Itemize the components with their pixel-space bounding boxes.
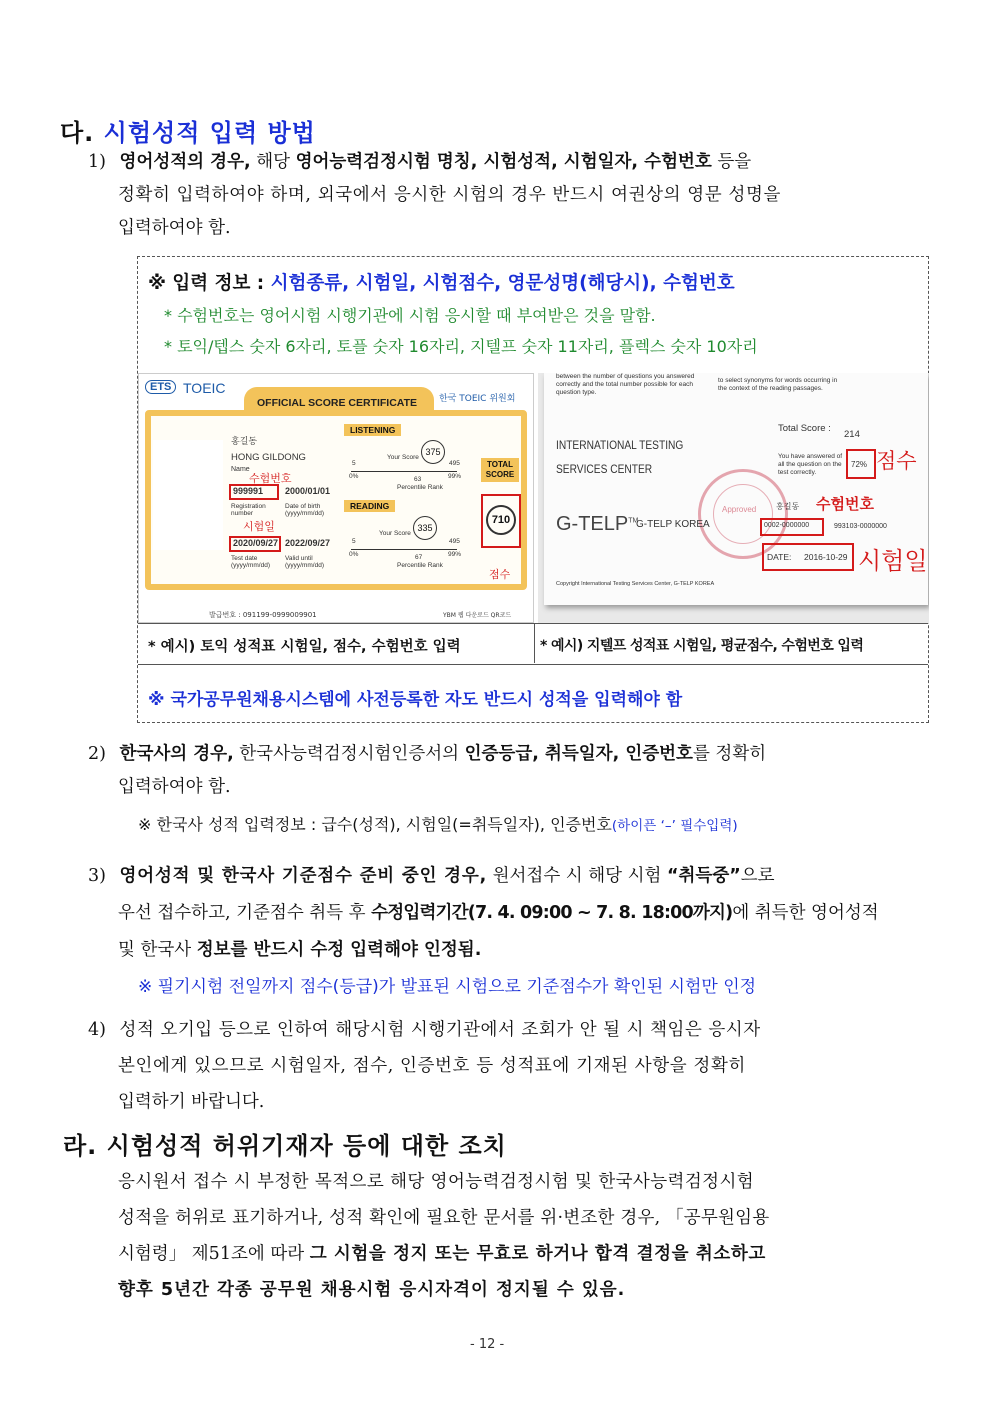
listening-pct-min: 0% xyxy=(349,473,359,480)
item-2-note-main: ※ 한국사 성적 입력정보 : 급수(성적), 시험일(=취득일자), 인증번호 xyxy=(138,815,612,834)
listening-pct-label: Percentile Rank xyxy=(397,484,443,491)
ets-logo xyxy=(145,380,176,394)
item-3-line-2 xyxy=(88,895,948,932)
item-1-line-1 xyxy=(88,146,948,179)
toeic-logo: TOEIC xyxy=(183,380,226,396)
gtelp-total-score-label: Total Score : xyxy=(778,423,831,434)
caption-right: * 예시) 지텔프 성적표 시험일, 평균점수, 수험번호 입력 xyxy=(540,638,864,654)
gtelp-test-no: 0002-0000000 xyxy=(764,522,810,529)
listening-your-score: Your Score xyxy=(387,454,419,461)
section-ra-body xyxy=(118,1164,948,1308)
toeic-test-date: 2020/09/27 xyxy=(233,538,279,548)
gtelp-answered-text: You have answered of all the question on the test correctly. xyxy=(778,453,843,476)
item-2-note-blue: (하이픈 ‘–’ 필수입력) xyxy=(611,818,738,834)
gtelp-top-left: between the number of questions you answered correctly and the total number possible for each question type. xyxy=(556,373,695,396)
item-2-line-2: 입력하여야 함. xyxy=(118,777,231,797)
item-4-number: 4) xyxy=(88,1020,106,1040)
gtelp-logo xyxy=(556,513,638,536)
item-1-text-a: 해당 xyxy=(250,152,296,172)
total-score-label: TOTAL SCORE xyxy=(485,460,515,479)
section-ra-marker: 라. xyxy=(63,1132,98,1160)
toeic-annot-score: 점수 xyxy=(489,568,511,581)
item-4-line-1 xyxy=(88,1012,948,1048)
reading-pct-label: Percentile Rank xyxy=(397,562,443,569)
item-2-bold-a: 한국사의 경우, xyxy=(119,744,234,764)
gtelp-date-label: DATE: xyxy=(767,552,792,562)
gtelp-annot-date: 시험일 xyxy=(858,547,928,575)
gtelp-name-kr: 홍길동 xyxy=(776,502,800,511)
toeic-birth-label: Date of birth (yyyy/mm/dd) xyxy=(285,503,324,517)
toeic-valid-until: 2022/09/27 xyxy=(285,538,331,548)
info-box-note-1: * 수험번호는 영어시험 시행기관에 시험 응시할 때 부여받은 것을 말함. xyxy=(164,306,656,325)
listening-scale-line xyxy=(351,471,457,472)
item-3-line-3 xyxy=(88,932,948,969)
item-3-text-a: 원서접수 시 해당 시험 xyxy=(487,866,668,886)
section-ra-line-3 xyxy=(118,1236,948,1272)
toeic-name-label: Name xyxy=(231,466,250,473)
ets-logo-text: ETS xyxy=(150,381,172,393)
listening-scale-min: 5 xyxy=(352,460,356,467)
toeic-name-kr: 홍길동 xyxy=(231,437,258,447)
item-1-bold-a: 영어성적의 경우, xyxy=(119,152,251,172)
toeic-annot-date: 시험일 xyxy=(243,520,275,533)
toeic-title: OFFICIAL SCORE CERTIFICATE xyxy=(257,397,418,409)
item-4-line-1-text: 성적 오기입 등으로 인하여 해당시험 시행기관에서 조회가 안 될 시 책임은 응시자 xyxy=(119,1020,761,1040)
info-box-header-items: 시험종류, 시험일, 시험점수, 영문성명(해당시), 수험번호 xyxy=(270,273,735,294)
item-2-note xyxy=(138,812,738,835)
section-ra-line-3-a: 시험령」 제51조에 따라 xyxy=(118,1244,310,1264)
item-3 xyxy=(88,858,948,969)
gtelp-percent: 72% xyxy=(851,460,868,469)
listening-tag-text: LISTENING xyxy=(350,425,396,435)
item-3-line-3-bold: 정보를 반드시 수정 입력해야 인정됨. xyxy=(196,940,482,960)
reading-scale-line xyxy=(351,549,457,550)
item-2-line-1 xyxy=(88,738,948,771)
info-box-note-2: * 토익/텝스 숫자 6자리, 토플 숫자 16자리, 지텔프 숫자 11자리, 플렉스 숫자 10자리 xyxy=(164,337,758,356)
section-ra-line-3-bold: 그 시험을 정지 또는 무효로 하거나 합격 결정을 취소하고 xyxy=(309,1244,766,1264)
total-score-tag xyxy=(481,458,519,482)
total-score-circle xyxy=(486,505,516,535)
toeic-issue-no: 발급번호 : 091199-0999009901 xyxy=(209,611,317,619)
toeic-org: 한국 TOEIC 위원회 xyxy=(439,394,516,404)
reading-score-circle xyxy=(413,516,437,540)
reading-scale-max: 495 xyxy=(449,538,460,545)
gtelp-certificate-image xyxy=(538,373,929,623)
reading-pct: 67 xyxy=(415,554,423,561)
listening-scale-max: 495 xyxy=(449,460,460,467)
listening-pct-max: 99% xyxy=(448,473,462,480)
item-1 xyxy=(88,146,948,245)
listening-tag xyxy=(344,424,401,436)
item-3-bold-a: 영어성적 및 한국사 기준점수 준비 중인 경우, xyxy=(119,866,488,886)
section-ra-heading xyxy=(63,1126,507,1161)
gtelp-logo-tm: TM xyxy=(628,517,639,525)
listening-pct: 63 xyxy=(414,476,422,483)
item-3-line-2-a: 우선 접수하고, 기준점수 취득 후 xyxy=(118,903,372,923)
section-ra-line-4: 향후 5년간 각종 공무원 채용시험 응시자격이 정지될 수 있음. xyxy=(118,1280,626,1300)
toeic-reg-number: 999991 xyxy=(233,486,264,496)
listening-score-circle xyxy=(421,440,445,464)
gtelp-annot-number: 수험번호 xyxy=(816,495,874,513)
item-4-line-2: 본인에게 있으므로 시험일자, 점수, 인증번호 등 성적표에 기재된 사항을 정확히 xyxy=(118,1056,746,1076)
listening-score: 375 xyxy=(425,447,441,457)
reading-score: 335 xyxy=(417,523,433,533)
toeic-certificate-image xyxy=(138,373,534,623)
reading-your-score: Your Score xyxy=(379,530,411,537)
reading-pct-min: 0% xyxy=(349,551,359,558)
item-3-line-2-bold: 수정입력기간(7. 4. 09:00 ~ 7. 8. 18:00까지) xyxy=(371,903,733,923)
toeic-valid-label: Valid until (yyyy/mm/dd) xyxy=(285,555,324,569)
info-box-header-prefix: ※ 입력 정보 : xyxy=(148,273,271,294)
section-ra-title: 시험성적 허위기재자 등에 대한 조치 xyxy=(106,1132,507,1160)
info-box-footer-note: ※ 국가공무원채용시스템에 사전등록한 자도 반드시 성적을 입력해야 함 xyxy=(148,690,683,710)
gtelp-test-no-right: 993103-0000000 xyxy=(834,523,887,530)
section-ra-line-1: 응시원서 접수 시 부정한 목적으로 해당 영어능력검정시험 및 한국사능력검정시험 xyxy=(118,1172,755,1192)
item-2 xyxy=(88,738,948,804)
gtelp-date-value: 2016-10-29 xyxy=(804,552,848,562)
toeic-birth: 2000/01/01 xyxy=(285,486,331,496)
info-box-header xyxy=(148,269,735,295)
toeic-reg-label: Registration number xyxy=(231,503,266,517)
total-score: 710 xyxy=(491,514,511,526)
caption-divider xyxy=(534,623,535,663)
item-2-bold-b: 인증등급, 취득일자, 인증번호 xyxy=(464,744,693,764)
gtelp-annot-score: 점수 xyxy=(876,449,917,473)
gtelp-logo-korea: G-TELP KOREA xyxy=(636,519,710,530)
item-3-number: 3) xyxy=(88,866,106,886)
item-2-text-b: 를 정확히 xyxy=(692,744,767,764)
reading-tag-text: READING xyxy=(350,501,390,511)
section-ra-line-2: 성적을 허위로 표기하거나, 성적 확인에 필요한 문서를 위·변조한 경우, 「공무원임용 xyxy=(118,1208,770,1228)
toeic-name-en: HONG GILDONG xyxy=(231,452,306,463)
caption-left: * 예시) 토익 성적표 시험일, 점수, 수험번호 입력 xyxy=(148,639,461,655)
item-1-line-2: 정확히 입력하여야 하며, 외국에서 응시한 시험의 경우 반드시 여권상의 영문 성명을 xyxy=(118,185,781,205)
item-3-text-b: 으로 xyxy=(740,866,775,886)
toeic-annot-number: 수험번호 xyxy=(249,472,292,485)
item-2-text-a: 한국사능력검정시험인증서의 xyxy=(233,744,465,764)
item-1-text-b: 등을 xyxy=(711,152,752,172)
reading-scale-min: 5 xyxy=(352,538,356,545)
item-3-line-2-b: 에 취득한 영어성적 xyxy=(732,903,879,923)
item-1-bold-b: 영어능력검정시험 명칭, 시험성적, 시험일자, 수험번호 xyxy=(295,152,712,172)
item-3-line-3-a: 및 한국사 xyxy=(118,940,197,960)
section-da-title: 시험성적 입력 방법 xyxy=(103,119,316,147)
item-3-bold-b: “취득중” xyxy=(667,866,741,886)
item-4 xyxy=(88,1012,948,1120)
toeic-test-date-label: Test date (yyyy/mm/dd) xyxy=(231,555,270,569)
item-4-line-3: 입력하기 바랍니다. xyxy=(118,1092,265,1112)
photo-placeholder xyxy=(153,440,223,550)
section-da-marker: 다. xyxy=(60,119,95,147)
reading-tag xyxy=(344,500,395,512)
item-1-line-3: 입력하여야 함. xyxy=(118,218,231,238)
gtelp-center-name: INTERNATIONAL TESTING SERVICES CENTER xyxy=(556,438,684,476)
section-da-heading xyxy=(60,113,316,148)
info-box xyxy=(137,256,929,723)
item-3-note: ※ 필기시험 전일까지 점수(등급)가 발표된 시험으로 기준점수가 확인된 시험만 인정 xyxy=(138,977,757,997)
gtelp-total-score: 214 xyxy=(844,429,860,440)
item-2-number: 2) xyxy=(88,744,106,764)
gtelp-copyright: Copyright International Testing Services Center, G-TELP KOREA xyxy=(556,581,715,587)
item-1-number: 1) xyxy=(88,152,106,172)
gtelp-stamp-text: Approved xyxy=(722,505,757,514)
toeic-qr-note: YBM 웹 다운로드 QR코드 xyxy=(443,612,512,619)
page-number: - 12 - xyxy=(470,1337,505,1352)
reading-pct-max: 99% xyxy=(448,551,462,558)
gtelp-logo-text: G-TELP xyxy=(556,513,629,535)
item-3-line-1 xyxy=(88,858,948,895)
gtelp-top-right: to select synonyms for words occurring in the context of the reading passages. xyxy=(718,377,838,392)
